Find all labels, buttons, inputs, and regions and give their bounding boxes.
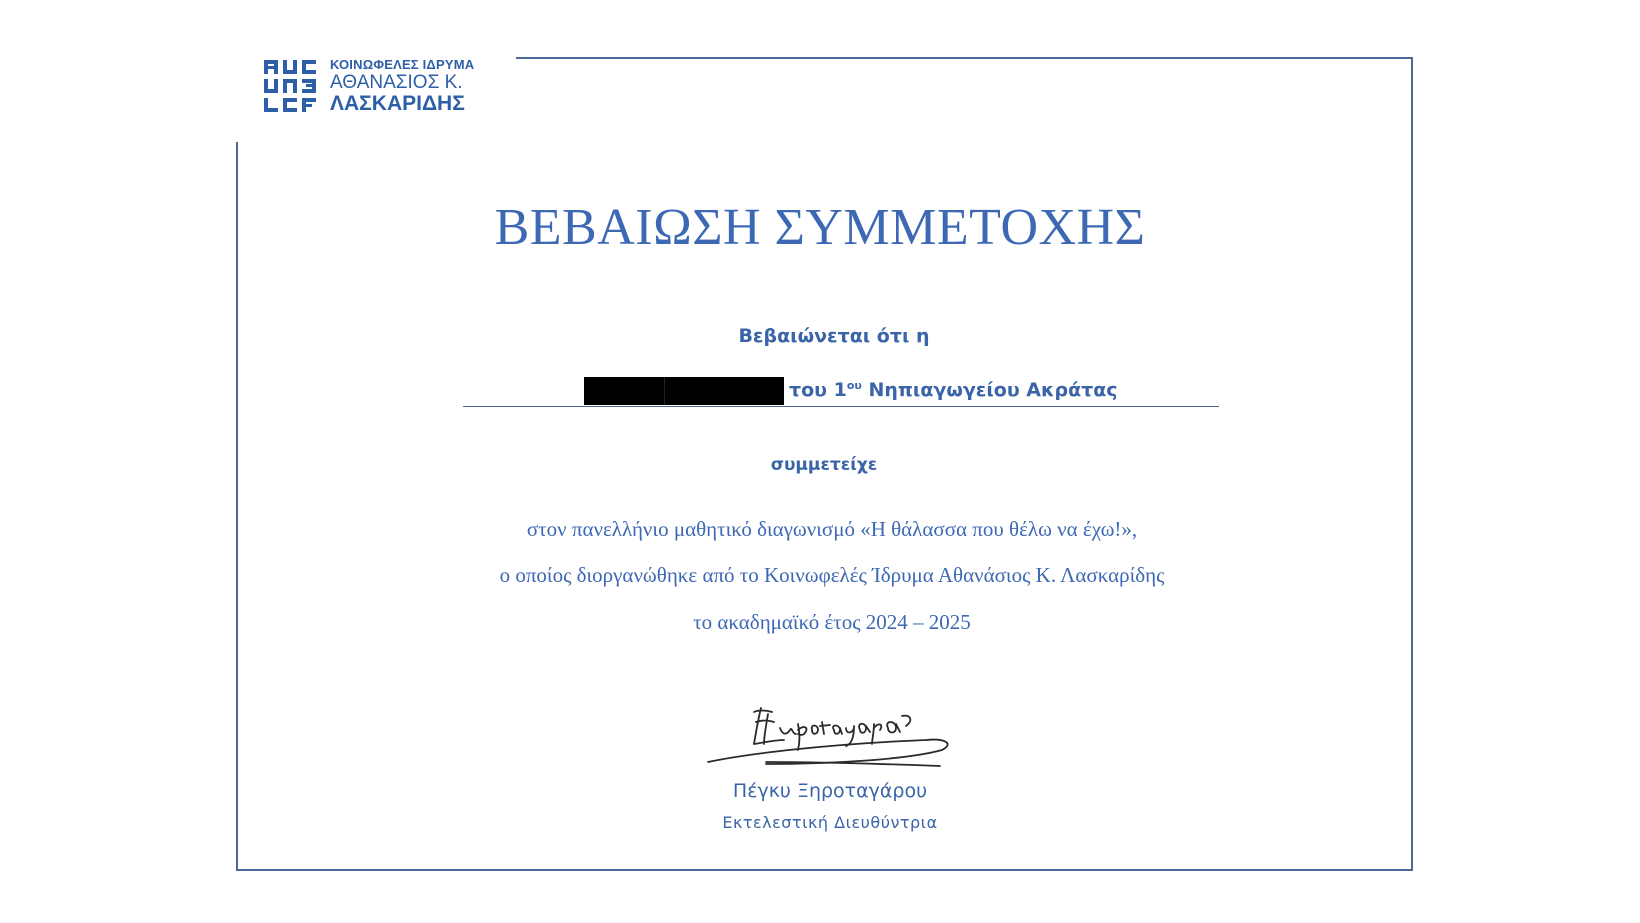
school-suffix: Νηπιαγωγείου Ακράτας xyxy=(861,379,1118,401)
school-ordinal: ου xyxy=(846,379,862,392)
signature-image xyxy=(706,700,956,775)
logo-mark-icon xyxy=(262,58,320,116)
logo-line-1: ΚΟΙΝΩΦΕΛΕΣ ΙΔΡΥΜΑ xyxy=(330,57,475,72)
frame-bottom xyxy=(236,869,1413,871)
attest-text: Βεβαιώνεται ότι η xyxy=(738,325,930,347)
frame-top xyxy=(516,57,1413,59)
school-text xyxy=(789,379,1118,401)
body-line-1: στον πανελλήνιο μαθητικό διαγωνισμό «Η θάλασσα που θέλω να έχω!», xyxy=(526,517,1138,541)
signatory-name: Πέγκυ Ξηροταγάρου xyxy=(732,780,928,802)
participated-text: συμμετείχε xyxy=(770,455,878,475)
logo-wordmark xyxy=(330,58,474,115)
signatory-role: Εκτελεστική Διευθύντρια xyxy=(722,813,938,832)
school-prefix: του 1 xyxy=(789,379,847,401)
redacted-name xyxy=(584,377,784,405)
name-underline xyxy=(463,406,1219,407)
foundation-logo xyxy=(262,58,492,116)
redaction-seam xyxy=(664,377,665,405)
certificate-title: ΒΕΒΑΙΩΣΗ ΣΥΜΜΕΤΟΧΗΣ xyxy=(494,199,1146,256)
body-line-2: ο οποίος διοργανώθηκε από το Κοινωφελές Ίδρυμα Αθανάσιος Κ. Λασκαρίδης xyxy=(499,563,1165,587)
logo-line-2: ΑΘΑΝΑΣΙΟΣ Κ. xyxy=(330,72,463,93)
logo-line-3: ΛΑΣΚΑΡΙΔΗΣ xyxy=(330,92,465,115)
body-line-3: το ακαδημαϊκό έτος 2024 – 2025 xyxy=(693,610,971,634)
